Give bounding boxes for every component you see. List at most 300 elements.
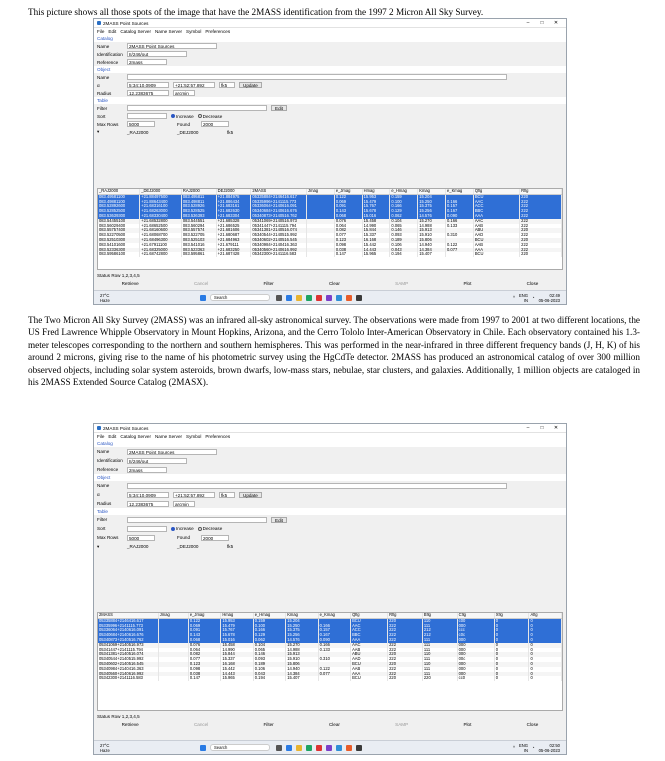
close-icon[interactable]: ✕ [553,20,559,26]
status-bar [97,714,140,719]
column-header[interactable]: Kmag [286,613,318,618]
column-header[interactable]: Qflg [351,613,388,618]
table-cell: 083.55757400 [98,228,140,233]
table-row[interactable] [98,676,562,681]
table-cell: 14.443 [362,248,390,253]
radius-unit-select[interactable]: arcmin [173,90,195,96]
column-header[interactable]: e_Jmag [334,189,362,194]
clear-button[interactable]: Clear [328,722,340,727]
edit-button[interactable]: Edit [271,105,287,111]
filter-field[interactable] [127,105,267,111]
column-header[interactable]: e_Jmag [188,613,220,618]
column-header[interactable]: 2MASS [98,613,158,618]
clock[interactable] [539,293,560,303]
status-label: Status [97,273,111,278]
table-cell: 212 [422,628,457,633]
table-cell: 222 [520,209,562,214]
de-col-select[interactable]: _DEJ2000 [177,129,199,135]
frame-col-select[interactable]: fk5 [227,544,234,549]
menu-bar [94,433,566,440]
ident-label: Identification [97,51,123,57]
table-cell: 222 [388,667,423,672]
tray-chevron-icon[interactable]: ^ [513,745,515,750]
dec-field[interactable]: +21:52:57.892 [173,82,215,88]
filter-field[interactable] [127,517,267,523]
name-field[interactable]: 2MASS Point Sources [127,449,217,455]
retrieve-button[interactable]: Retrieve [121,281,139,286]
table-cell: 111 [422,672,457,677]
results-table[interactable] [97,188,563,270]
table-cell: 0.129 [253,633,285,638]
taskbar-search[interactable]: Search [210,744,270,751]
filter-button[interactable]: Filter [263,722,274,727]
decrease-label: Decrease [202,526,223,531]
column-header[interactable]: Xflg [494,613,529,618]
table-cell: 0.129 [390,209,418,214]
table-cell: 05335884+2146416.617 [251,194,307,199]
frame-select[interactable]: fk5 [219,492,235,498]
table-cell: 0 [494,643,529,648]
column-header[interactable]: Rflg [388,613,423,618]
radius-field[interactable]: 12.2383675 [127,501,169,507]
name-row [94,42,566,50]
app-icon-6[interactable] [346,745,352,751]
table-cell: 222 [388,624,423,629]
app-icon-1[interactable] [286,295,292,301]
table-cell: 14.443 [221,672,253,677]
name-field[interactable]: 2MASS Point Sources [127,43,217,49]
table-cell: 0 [529,633,562,638]
network-icon[interactable]: ◔ [532,295,535,300]
table-cell: 083.52510300 [98,238,140,243]
name-label: Name [97,449,110,454]
table-cell: 0 [529,676,562,681]
table-cell: 0.100 [390,200,418,205]
language-indicator[interactable] [519,743,528,753]
lang-label: ENG [518,742,529,748]
table-cell: 0 [529,643,562,648]
table-cell: 111 [422,657,457,662]
table-cell: 000 [457,672,494,677]
table-cell: +21.68330400 [140,214,182,219]
table-cell: 220 [388,618,423,623]
section-table: Table [94,97,566,104]
table-cell: 083.522705 [181,233,216,238]
column-header[interactable]: Jmag [158,613,188,618]
table-cell: 0.100 [253,624,285,629]
weather-widget[interactable] [94,743,140,753]
table-cell: 220 [520,228,562,233]
table-cell: 0 [529,662,562,667]
table-cell: 0.123 [334,238,362,243]
table-cell: 0.065 [390,224,418,229]
table-cell: BBC [473,209,519,214]
table-cell: 222 [388,643,423,648]
table-cell: 05335996+2141115.773 [251,200,307,205]
table-cell: 0.093 [390,233,418,238]
column-header[interactable]: Hmag [362,189,390,194]
sort-row [94,112,566,120]
table-cell: BCU [351,662,388,667]
table-cell: 0.166 [318,624,350,629]
coord-label: α [97,492,100,497]
update-button[interactable]: Update [239,82,262,88]
table-cell: 222 [388,648,423,653]
system-tray [509,293,566,303]
taskbar [94,740,566,754]
table-cell: 15.204 [286,618,318,623]
table-cell: 0.104 [253,643,285,648]
maximize-icon[interactable]: □ [540,425,544,431]
sort-select[interactable] [127,526,167,532]
column-header[interactable]: Bflg [422,613,457,618]
maxrows-row [94,120,566,128]
table-cell: 0.062 [390,214,418,219]
table-cell: 0.098 [188,667,220,672]
close-button[interactable]: Close [526,281,539,286]
cancel-button[interactable]: Cancel [193,722,209,727]
column-header[interactable]: Hmag [221,613,253,618]
clear-button[interactable]: Clear [328,281,340,286]
table-cell: 0 [494,638,529,643]
start-icon[interactable] [200,745,206,751]
maxrows-row [94,533,566,542]
table-cell: ABU [351,652,388,657]
table-cell: 0.122 [318,667,350,672]
app-icon-3[interactable] [316,745,322,751]
de-col-select[interactable]: _DEJ2000 [177,544,199,549]
menu-catalog-server[interactable]: Catalog Server [120,434,151,439]
table-cell [307,252,335,257]
table-cell: 15.256 [286,633,318,638]
menu-symbol[interactable]: Symbol [186,29,202,34]
table-cell: c00 [457,618,494,623]
table-cell: 14.384 [286,672,318,677]
app-icon-1[interactable] [286,745,292,751]
table-cell: 15.337 [221,657,253,662]
table-cell: 05335996+2141115.773 [98,624,158,629]
table-cell: 000 [457,643,494,648]
taskbar-apps [276,295,366,301]
status-bar [97,273,140,278]
retrieve-button[interactable]: Retrieve [121,722,139,727]
column-header[interactable]: RAJ2000 [181,189,216,194]
app-icon-2[interactable] [306,295,312,301]
tray-chevron-icon[interactable]: ^ [513,295,515,300]
table-cell: AAA [351,672,388,677]
increase-radio[interactable] [171,114,175,118]
table-cell: 0.082 [188,652,220,657]
app-icon-7[interactable] [356,745,362,751]
table-cell: 0.157 [446,204,474,209]
ra-field[interactable]: 5:34:10.0909 [127,492,169,498]
menu-edit[interactable]: Edit [108,434,117,439]
ident-row [94,456,566,465]
table-cell: 083.541016 [181,243,216,248]
obj-name-field[interactable] [127,74,507,80]
column-header[interactable]: _DEJ2000 [140,189,182,194]
radius-field[interactable]: 12.2383675 [127,90,169,96]
minimize-icon[interactable]: – [526,20,530,26]
increase-label: Increase [176,113,194,119]
clock-date: 05-06-2023 [538,747,560,753]
table-cell: 083.52270500 [98,233,140,238]
table-cell: 15.375 [418,204,446,209]
table-cell: BBC [351,633,388,638]
dec-field[interactable]: +21:52:57.892 [173,492,215,498]
plot-button[interactable]: Plot [463,722,472,727]
menu-edit[interactable]: Edit [108,29,117,34]
table-cell: 14.988 [286,648,318,653]
close-button[interactable]: Close [526,722,539,727]
menu-bar [94,28,566,35]
decrease-label: Decrease [202,113,223,119]
table-row[interactable] [98,252,562,257]
table-cell: AAC [351,643,388,648]
table-cell: 222 [388,633,423,638]
status-value: Row 1,2,3,4,5 [111,273,140,278]
close-icon[interactable]: ✕ [553,425,559,431]
plot-button[interactable]: Plot [463,281,472,286]
table-cell: 05340984+2140416.363 [251,243,307,248]
action-bar [94,722,566,728]
table-cell: 0.090 [318,638,350,643]
column-header[interactable]: Aflg [529,613,562,618]
ref-field[interactable]: 2mass [127,467,167,473]
maxrows-label: Max Rows [97,121,119,127]
table-cell: 0 [529,667,562,672]
column-header[interactable]: e_Kmag [318,613,350,618]
ident-field[interactable]: II/246/out [127,458,187,464]
table-cell: 0.123 [188,662,220,667]
app-icon-4[interactable] [326,745,332,751]
table-cell: 220 [520,252,562,257]
table-cell: 0.166 [446,200,474,205]
app-icon-4[interactable] [326,295,332,301]
maxrows-field[interactable]: 5000 [127,121,155,127]
language-indicator[interactable] [519,293,528,303]
table-cell: 15.016 [221,638,253,643]
table-cell: 15.375 [286,628,318,633]
table-cell: AAC [351,624,388,629]
column-header[interactable]: 2MASS [251,189,307,194]
maxrows-field[interactable]: 5000 [127,535,155,541]
app-icon-2[interactable] [306,745,312,751]
column-select-row [94,542,566,551]
update-button[interactable]: Update [239,492,262,498]
section-object: Object [94,474,566,481]
table-cell: 222 [388,672,423,677]
table-cell: 0.091 [188,628,220,633]
ref-label: Reference [97,59,119,65]
section-catalog: Catalog [94,35,566,42]
column-header[interactable]: Kmag [418,189,446,194]
increase-label: Increase [176,526,194,531]
table-cell: 0.064 [188,648,220,653]
table-cell: 212 [422,633,457,638]
table-cell: 083.528525 [181,209,216,214]
table-cell: ACC [473,204,519,209]
decrease-radio[interactable] [198,114,202,118]
radius-label: Radius [97,90,112,96]
app-icon-5[interactable] [336,295,342,301]
weather-widget[interactable] [94,293,140,303]
table-cell: 0 [494,628,529,633]
app-icon-7[interactable] [356,295,362,301]
table-cell [318,676,350,681]
frame-col-select[interactable]: fk5 [227,129,234,135]
ra-col-select[interactable]: _RAJ2000 [127,129,149,135]
table-cell: 083.54455100 [98,219,140,224]
table-cell: 0.077 [318,672,350,677]
weather-desc: Haze [100,297,110,303]
table-cell: 0.082 [334,228,362,233]
column-header[interactable]: e_Hmag [390,189,418,194]
table-cell: 000 [457,652,494,657]
table-cell: 222 [520,243,562,248]
column-header[interactable]: _RAJ2000 [98,189,140,194]
table-cell: AAB [473,243,519,248]
folder-icon[interactable] [296,745,302,751]
radius-unit-select[interactable]: arcmin [173,501,195,507]
table-cell: 0.122 [188,618,220,623]
obj-name-field[interactable] [127,483,507,489]
filter-label: Filter [97,105,108,111]
app-icon-6[interactable] [346,295,352,301]
column-header[interactable]: Cflg [457,613,494,618]
edit-button[interactable]: Edit [271,517,287,523]
clock[interactable] [539,743,560,753]
ref-field[interactable]: 2mass [127,59,167,65]
table-cell: 05335884+2146416.617 [98,618,158,623]
table-cell: 15.767 [221,628,253,633]
maximize-icon[interactable]: □ [540,20,544,26]
ra-col-select[interactable]: _RAJ2000 [127,544,149,549]
column-header[interactable]: DEJ2000 [216,189,251,194]
weather-temp: 27°C [100,292,110,298]
table-cell: 15.204 [418,194,446,199]
table-cell: 0.147 [188,676,220,681]
sort-select[interactable] [127,113,167,119]
found-label: Found [177,121,191,127]
table-cell: 0.068 [188,638,220,643]
ref-row [94,58,566,66]
column-header[interactable]: Jmag [307,189,335,194]
table-cell: 0 [529,672,562,677]
table-cell: 05341069+2140516.973 [251,219,307,224]
table-cell: 05340984+2140416.363 [98,667,158,672]
table-cell: 0.043 [390,248,418,253]
table-cell: 0.146 [390,228,418,233]
table-cell: 15.337 [362,233,390,238]
table-cell: 15.844 [221,652,253,657]
menu-name-server[interactable]: Name Server [154,434,183,439]
table-cell: 0 [529,628,562,633]
table-cell: 110 [422,618,457,623]
table-cell: +21.682630 [216,209,251,214]
column-header[interactable]: Qflg [473,189,519,194]
column-header[interactable]: Rflg [520,189,562,194]
increase-radio[interactable] [171,527,175,531]
table-cell: AAC [473,219,519,224]
table-cell: 083.560294 [181,224,216,229]
menu-file[interactable]: File [97,434,105,439]
table-cell: 15.250 [418,200,446,205]
table-cell: 15.806 [286,662,318,667]
table-cell: 0.064 [334,224,362,229]
table-cell: 14.576 [286,638,318,643]
table-cell: 111 [422,648,457,653]
table-cell: 222 [520,224,562,229]
menu-symbol[interactable]: Symbol [186,434,202,439]
table-cell: 083.54101600 [98,243,140,248]
table-cell: 222 [388,628,423,633]
table-cell: 222 [520,204,562,209]
table-cell: 083.53639300 [98,214,140,219]
table-cell: 0.167 [446,209,474,214]
table-cell: 220 [388,662,423,667]
table-cell: +21.67911100 [140,243,182,248]
table-cell: +21.681606 [216,228,251,233]
table-cell: 15.913 [286,652,318,657]
table-cell: 0.133 [446,224,474,229]
folder-icon[interactable] [296,295,302,301]
name-row [94,447,566,456]
menu-name-server[interactable]: Name Server [154,29,183,34]
obj-name-row [94,481,566,490]
table-cell: 0 [494,648,529,653]
table-cell: AAA [351,638,388,643]
decrease-radio[interactable] [198,527,202,531]
taskbar-search[interactable]: Search [210,294,270,301]
menu-preferences[interactable]: Preferences [205,434,231,439]
column-header[interactable]: e_Hmag [253,613,285,618]
samp-button[interactable]: SAMP [395,281,409,286]
minimize-icon[interactable]: – [526,425,530,431]
menu-preferences[interactable]: Preferences [205,29,231,34]
filter-button[interactable]: Filter [263,281,274,286]
task-view-icon[interactable] [276,295,282,301]
table-cell: +21.679111 [216,243,251,248]
table-cell: 15.953 [221,618,253,623]
window-title: 2MASS Point Sources [103,425,149,431]
samp-button[interactable]: SAMP [395,722,409,727]
results-table[interactable] [97,612,563,711]
column-header[interactable]: e_Kmag [446,189,474,194]
task-view-icon[interactable] [276,745,282,751]
window-title: 2MASS Point Sources [103,20,149,26]
table-cell: 0 [494,667,529,672]
app-icon-3[interactable] [316,295,322,301]
menu-file[interactable]: File [97,29,105,34]
menu-catalog-server[interactable]: Catalog Server [120,29,151,34]
cancel-button[interactable]: Cancel [193,281,209,286]
table-cell: +21.68325000 [140,248,182,253]
app-icon-5[interactable] [336,745,342,751]
start-icon[interactable] [200,295,206,301]
network-icon[interactable]: ◔ [532,745,535,750]
ident-field[interactable]: II/246/out [127,51,187,57]
table-cell: 0.310 [446,233,474,238]
table-cell: AAB [473,224,519,229]
ref-label: Reference [97,467,119,472]
table-cell: 083.544551 [181,219,216,224]
ref-row [94,465,566,474]
body-paragraph: The Two Micron All Sky Survey (2MASS) was an infrared all-sky astronomical survey. The observations were made from 1997 to 2001 at two different locations, the US Fred Lawrence Whipple Observatory in Mount Hopkins, Arizona, and the Cerro Tololo Inter-American Observatory in Chile. Each observatory contained his 1.3-meter telescopes corresponding to the northern and southern hemispheres. This was performed in the near-infrared in three different frequency bands (J, H, K) of his around 2 microns, giving rise to the name of his photometric survey using the HgCdTe detector. 2MASS has produced an astronomical catalog of over 300 million observed objects, including solar system asteroids, brown dwarfs, low-mass stars, nebulae, star clusters, and galaxies. Additionally, 1 million objects are cataloged in his 2MASS Extended Source Catalog (2MASX). [28,315,640,388]
frame-select[interactable]: fk5 [219,82,235,88]
ra-field[interactable]: 5:34:10.0909 [127,82,169,88]
table-cell: 0.166 [390,204,418,209]
